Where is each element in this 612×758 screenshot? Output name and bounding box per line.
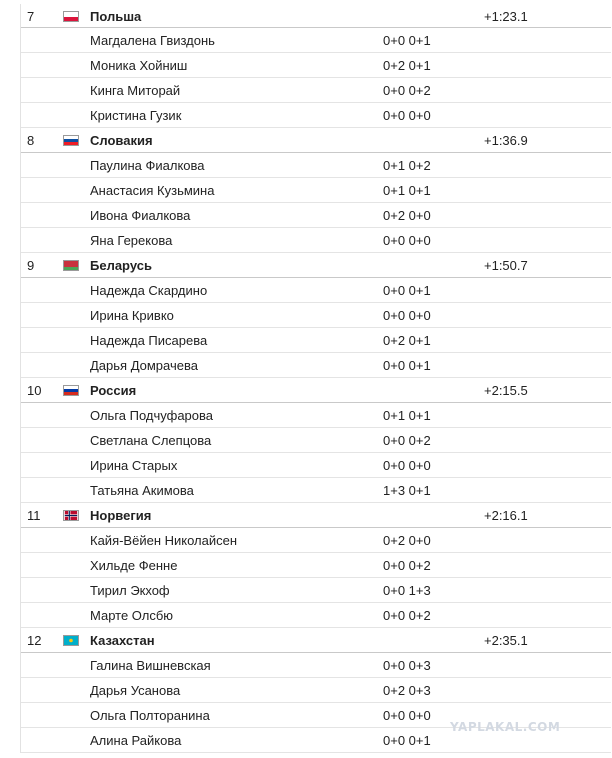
athlete-row [21,203,611,228]
athlete-row [21,178,611,203]
athlete-name: Светлана Слепцова [90,433,212,448]
athlete-name: Анастасия Кузьмина [90,183,215,198]
athlete-name: Ольга Подчуфарова [90,408,213,423]
athlete-shooting: 0+1 0+1 [383,183,431,198]
athlete-name: Дарья Домрачева [90,358,198,373]
athlete-shooting: 0+0 0+0 [383,458,431,473]
team-time-behind: +1:50.7 [484,258,528,273]
athlete-name: Хильде Фенне [90,558,178,573]
athlete-shooting: 0+0 0+3 [383,658,431,673]
athlete-shooting: 0+2 0+0 [383,208,431,223]
athlete-shooting: 0+1 0+1 [383,408,431,423]
slovakia-flag-icon [63,135,79,146]
athlete-name: Ирина Старых [90,458,178,473]
athlete-row [21,578,611,603]
team-row [21,628,611,653]
team-row [21,378,611,403]
athlete-name: Надежда Писарева [90,333,208,348]
russia-flag-icon [63,385,79,396]
team-rank: 10 [27,383,42,398]
athlete-name: Ивона Фиалкова [90,208,191,223]
athlete-shooting: 0+0 0+2 [383,83,431,98]
athlete-row [21,303,611,328]
results-table [20,4,611,753]
athlete-shooting: 1+3 0+1 [383,483,431,498]
athlete-name: Марте Олсбю [90,608,174,623]
athlete-row [21,678,611,703]
athlete-shooting: 0+0 0+2 [383,433,431,448]
team-time-behind: +1:36.9 [484,133,528,148]
kazakhstan-flag-icon [63,635,79,646]
athlete-row [21,78,611,103]
team-name: Россия [90,383,137,398]
athlete-shooting: 0+0 1+3 [383,583,431,598]
athlete-row [21,428,611,453]
athlete-name: Паулина Фиалкова [90,158,205,173]
athlete-name: Алина Райкова [90,733,182,748]
athlete-name: Ирина Кривко [90,308,174,323]
team-rank: 11 [27,508,41,523]
athlete-shooting: 0+0 0+1 [383,358,431,373]
athlete-shooting: 0+0 0+0 [383,233,431,248]
team-row [21,4,611,28]
athlete-shooting: 0+0 0+0 [383,108,431,123]
athlete-shooting: 0+2 0+1 [383,333,431,348]
poland-flag-icon [63,11,79,22]
athlete-row [21,478,611,503]
athlete-row [21,228,611,253]
athlete-name: Кинга Миторай [90,83,181,98]
athlete-row [21,328,611,353]
team-rank: 12 [27,633,42,648]
athlete-row [21,28,611,53]
team-name: Польша [90,9,142,24]
belarus-flag-icon [63,260,79,271]
team-rank: 9 [27,258,35,273]
athlete-name: Галина Вишневская [90,658,211,673]
team-name: Казахстан [90,633,155,648]
team-time-behind: +2:35.1 [484,633,528,648]
athlete-name: Надежда Скардино [90,283,208,298]
athlete-name: Яна Герекова [90,233,173,248]
athlete-shooting: 0+1 0+2 [383,158,431,173]
athlete-row [21,528,611,553]
athlete-shooting: 0+2 0+0 [383,533,431,548]
athlete-row [21,603,611,628]
team-row [21,503,611,528]
athlete-row [21,403,611,428]
athlete-name: Кристина Гузик [90,108,182,123]
team-time-behind: +2:16.1 [484,508,528,523]
team-row [21,128,611,153]
athlete-shooting: 0+0 0+2 [383,608,431,623]
athlete-name: Татьяна Акимова [90,483,194,498]
athlete-row [21,453,611,478]
athlete-shooting: 0+0 0+1 [383,33,431,48]
athlete-name: Тирил Экхоф [90,583,170,598]
athlete-row [21,553,611,578]
athlete-row [21,153,611,178]
athlete-name: Дарья Усанова [90,683,181,698]
athlete-row [21,353,611,378]
athlete-shooting: 0+0 0+2 [383,558,431,573]
athlete-row [21,53,611,78]
team-row [21,253,611,278]
athlete-row [21,103,611,128]
athlete-shooting: 0+2 0+3 [383,683,431,698]
team-time-behind: +2:15.5 [484,383,528,398]
athlete-shooting: 0+0 0+0 [383,308,431,323]
athlete-name: Моника Хойниш [90,58,188,73]
team-name: Словакия [90,133,153,148]
athlete-shooting: 0+0 0+1 [383,733,431,748]
athlete-shooting: 0+0 0+1 [383,283,431,298]
athlete-row [21,278,611,303]
team-name: Норвегия [90,508,152,523]
site-watermark: YAPLAKAL.COM [450,720,561,734]
athlete-shooting: 0+2 0+1 [383,58,431,73]
norway-flag-icon [63,510,79,521]
team-name: Беларусь [90,258,152,273]
athlete-name: Кайя-Вёйен Николайсен [90,533,238,548]
athlete-name: Ольга Полторанина [90,708,210,723]
athlete-shooting: 0+0 0+0 [383,708,431,723]
team-rank: 7 [27,9,35,24]
team-rank: 8 [27,133,35,148]
athlete-row [21,653,611,678]
team-time-behind: +1:23.1 [484,9,528,24]
athlete-name: Магдалена Гвиздонь [90,33,215,48]
